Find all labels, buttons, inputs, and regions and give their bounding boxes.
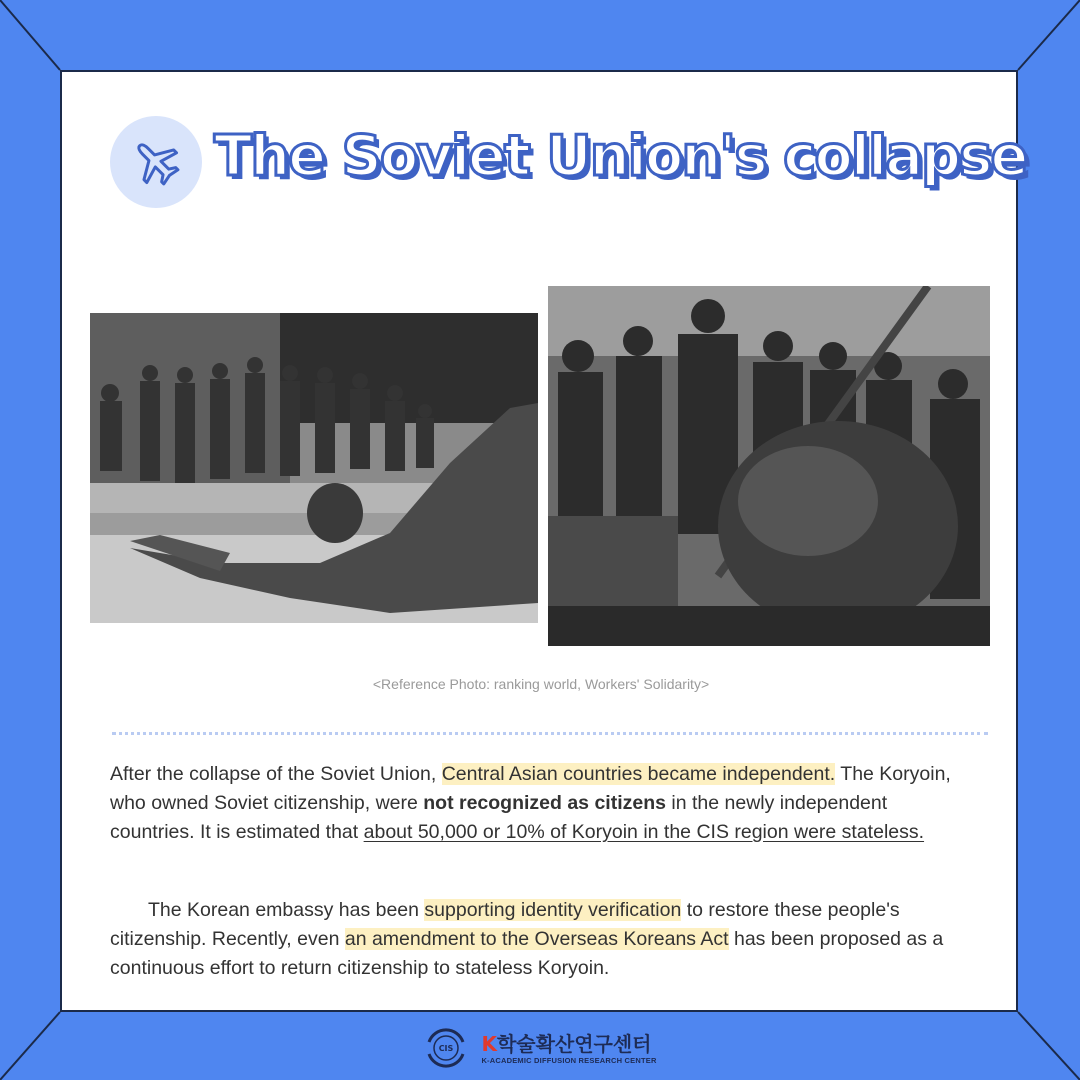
content-card bbox=[60, 70, 1027, 1012]
footer-english-name: K-ACADEMIC DIFFUSION RESEARCH CENTER bbox=[481, 1055, 657, 1065]
footer-text bbox=[481, 1032, 656, 1065]
p2-text-3: has been proposed as a continuous effort to return citizenship to stateless Koryoin. bbox=[110, 928, 944, 979]
p2-highlight-1: supporting identity verification bbox=[424, 899, 682, 921]
footer-logo bbox=[0, 1024, 1080, 1072]
p2-text-1: The Korean embassy has been bbox=[148, 899, 425, 921]
cis-logo-icon bbox=[423, 1028, 469, 1068]
paragraph-2 bbox=[110, 896, 970, 983]
title-icon-badge bbox=[110, 116, 202, 208]
dotted-divider bbox=[112, 732, 988, 735]
p1-bold-1: not recognized as citizens bbox=[423, 792, 666, 814]
p1-text-1: After the collapse of the Soviet Union, bbox=[110, 763, 442, 785]
footer-korean-label: 학술확산연구센터 bbox=[496, 1031, 652, 1056]
cis-logo-text: CIS bbox=[439, 1044, 454, 1053]
p1-text-2: The Koryoin, who owned Soviet citizenship, were bbox=[110, 763, 951, 814]
p1-underline-1: about 50,000 or 10% of Koryoin in the CIS region were stateless. bbox=[363, 821, 925, 843]
paragraph-1 bbox=[110, 760, 970, 847]
footer-k-letter: K bbox=[481, 1031, 497, 1056]
toppled-statue-head-photo bbox=[548, 286, 990, 646]
p1-text-3: in the newly independent countries. It is estimated that bbox=[110, 792, 888, 843]
airplane-icon bbox=[129, 135, 183, 189]
p2-text-2: to restore these people's citizenship. Recently, even bbox=[110, 899, 900, 950]
footer-korean-name bbox=[481, 1032, 656, 1056]
p2-highlight-2: an amendment to the Overseas Koreans Act bbox=[344, 928, 729, 950]
p1-highlight-1: Central Asian countries became independent. bbox=[441, 763, 836, 785]
toppled-lenin-statue-photo bbox=[90, 313, 538, 623]
page-title: The Soviet Union's collapse bbox=[214, 124, 1027, 189]
photo-caption: <Reference Photo: ranking world, Workers' Solidarity> bbox=[372, 676, 710, 692]
